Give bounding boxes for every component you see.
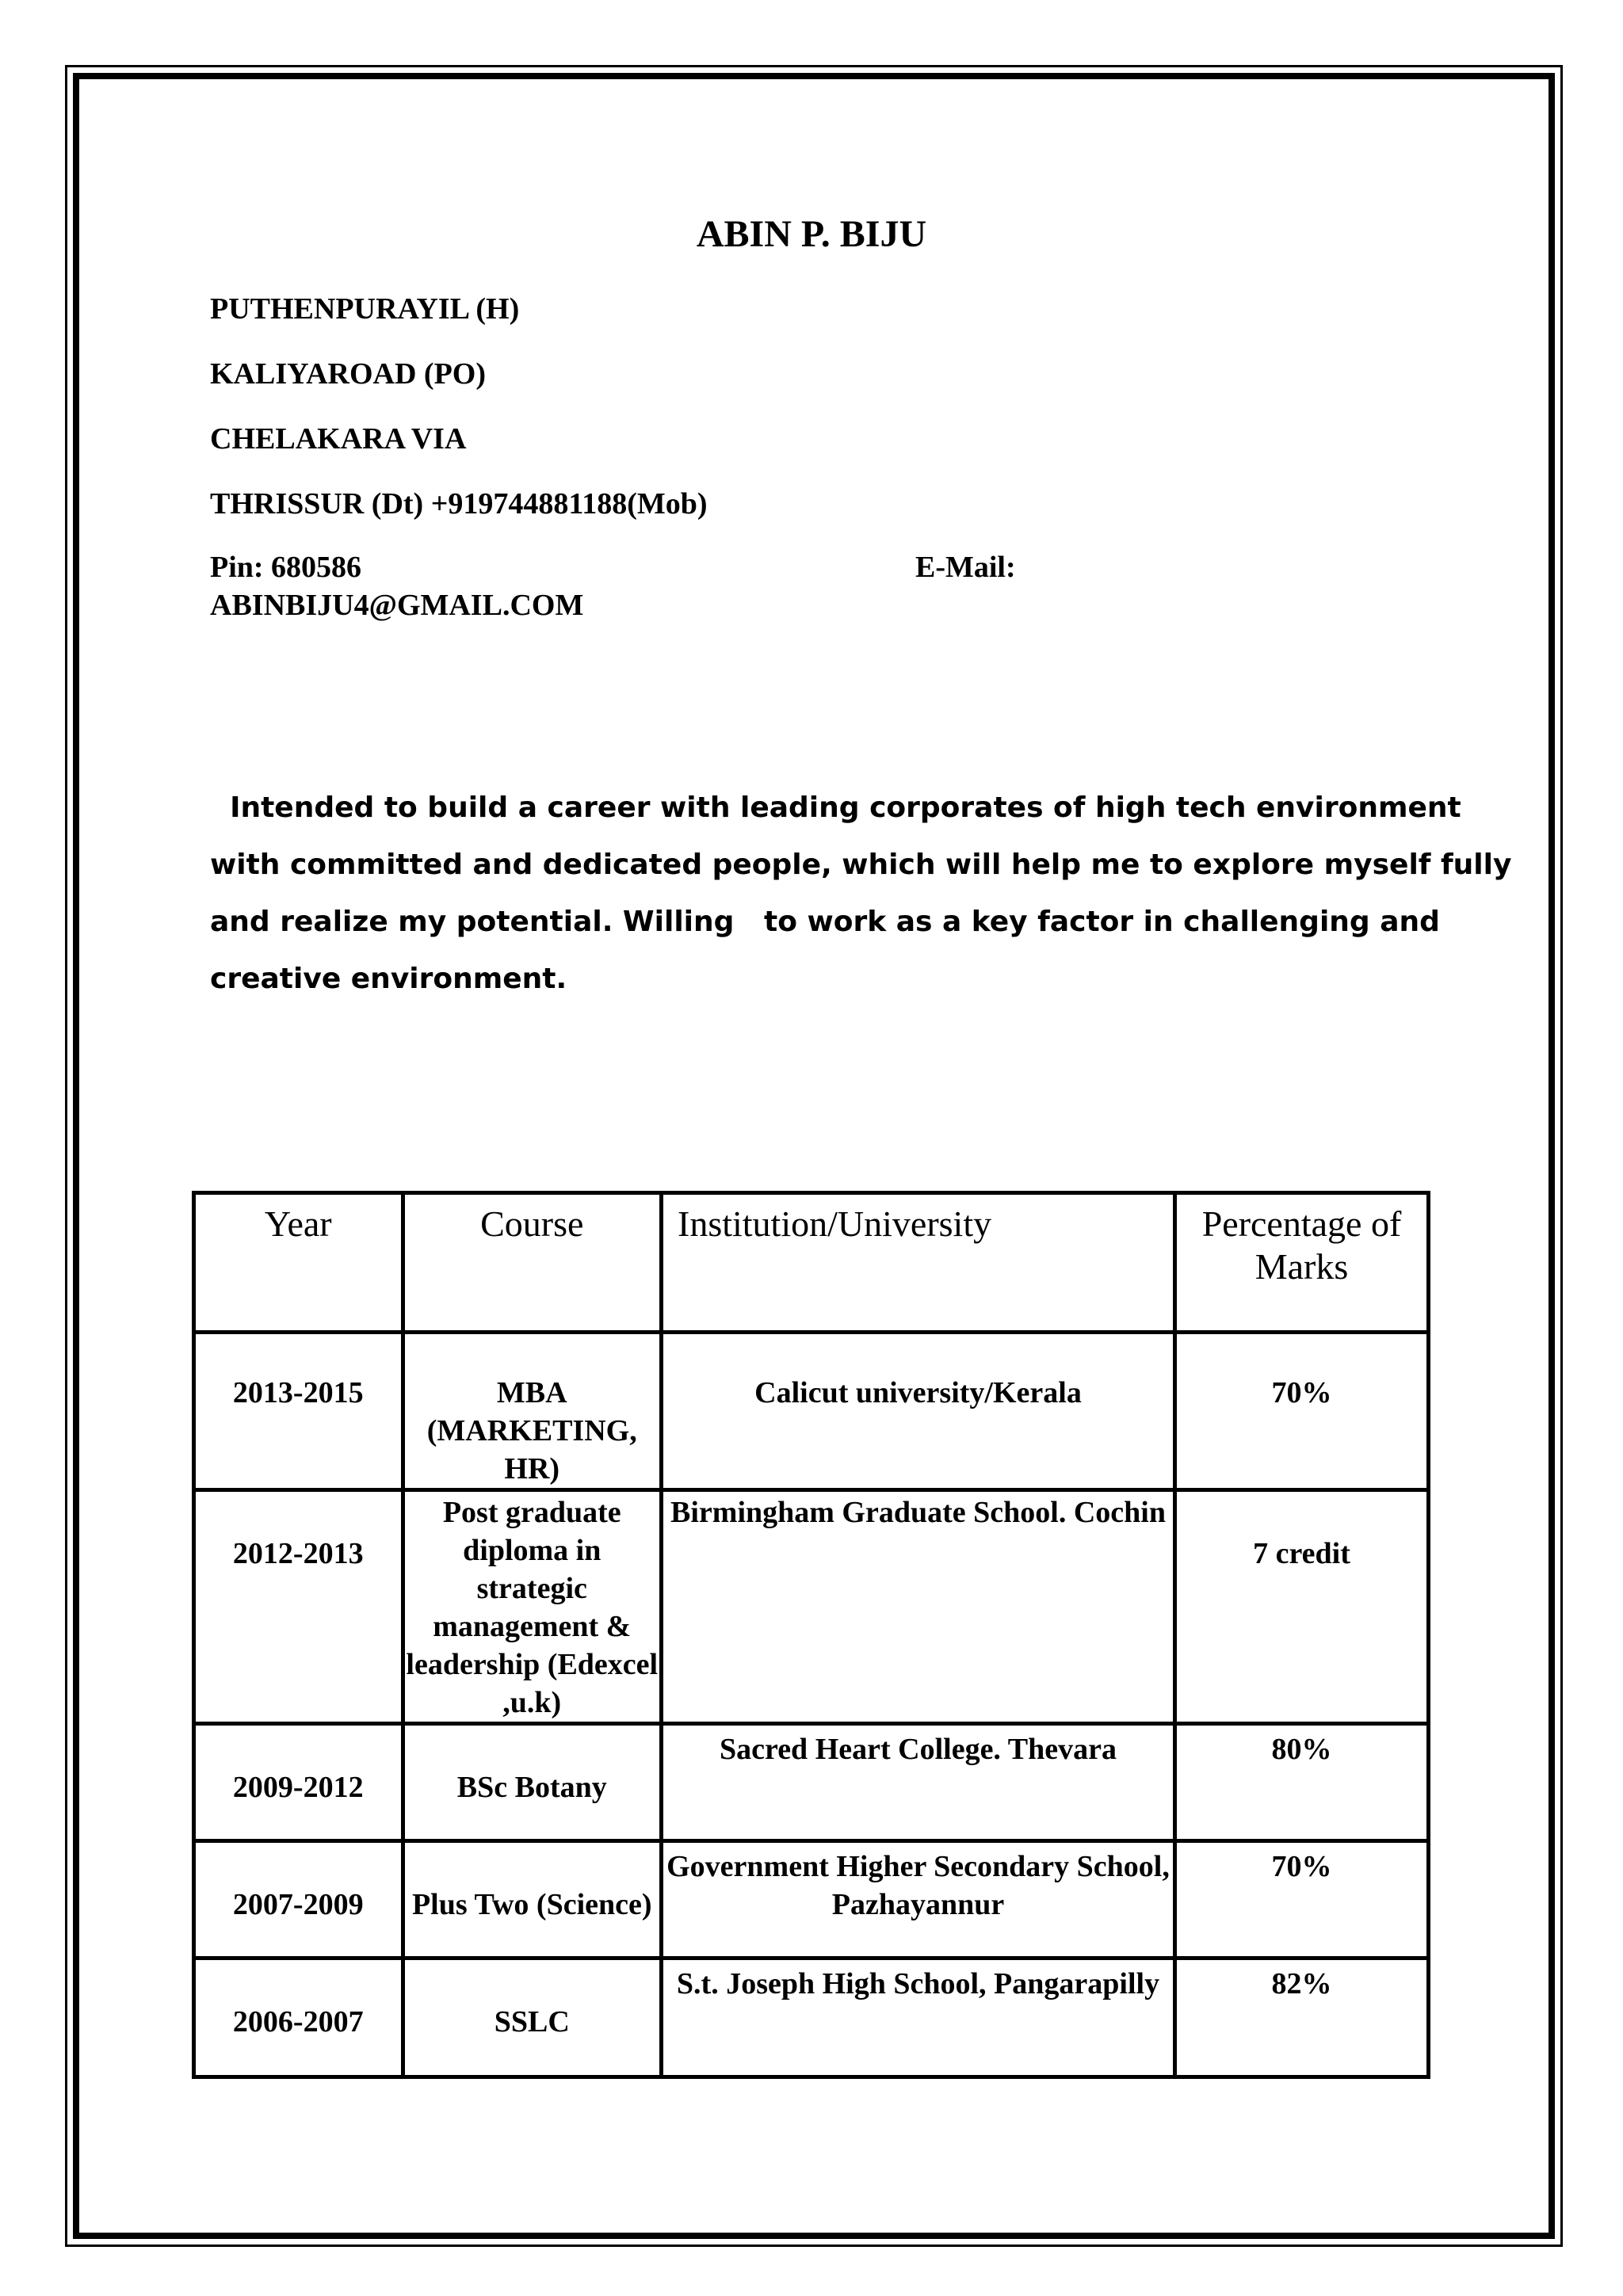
cell-course: BSc Botany	[403, 1724, 662, 1841]
cell-year: 2012-2013	[194, 1490, 403, 1724]
objective-line-2: with committed and dedicated people, which will help me to explore myself fully	[210, 849, 1512, 881]
address-line-3: CHELAKARA VIA	[210, 422, 467, 456]
email-label: E-Mail:	[915, 551, 1016, 584]
cell-year: 2013-2015	[194, 1333, 403, 1490]
resume-name: ABIN P. BIJU	[696, 213, 927, 255]
table-row	[194, 1724, 1429, 1841]
table-header-row	[194, 1193, 1429, 1333]
table-row	[194, 1958, 1429, 2077]
cell-marks: 80%	[1174, 1724, 1428, 1841]
pin-code: Pin: 680586	[210, 551, 362, 584]
objective-line-1: Intended to build a career with leading corporates of high tech environment	[210, 791, 1461, 824]
header-year: Year	[194, 1193, 403, 1333]
cell-institution: S.t. Joseph High School, Pangarapilly	[662, 1958, 1175, 2077]
cell-course: SSLC	[403, 1958, 662, 2077]
cell-course: MBA (MARKETING, HR)	[403, 1333, 662, 1490]
cell-marks: 82%	[1174, 1958, 1428, 2077]
header-institution: Institution/University	[662, 1193, 1175, 1333]
header-percentage: Percentage of Marks	[1174, 1193, 1428, 1333]
table-row	[194, 1333, 1429, 1490]
cell-year: 2009-2012	[194, 1724, 403, 1841]
address-line-4: THRISSUR (Dt) +919744881188(Mob)	[210, 487, 708, 521]
career-objective	[210, 780, 1512, 1008]
header-course: Course	[403, 1193, 662, 1333]
cell-marks: 7 credit	[1174, 1490, 1428, 1724]
cell-course: Post graduate diploma in strategic management & leadership (Edexcel ,u.k)	[403, 1490, 662, 1724]
cell-year: 2007-2009	[194, 1841, 403, 1958]
address-line-1: PUTHENPURAYIL (H)	[210, 292, 520, 326]
cell-institution: Birmingham Graduate School. Cochin	[662, 1490, 1175, 1724]
objective-line-3: and realize my potential. Willing to work as a key factor in challenging and	[210, 906, 1440, 938]
email-address: ABINBIJU4@GMAIL.COM	[210, 589, 584, 622]
education-table	[192, 1191, 1430, 2079]
cell-institution: Calicut university/Kerala	[662, 1333, 1175, 1490]
objective-line-4: creative environment.	[210, 963, 567, 995]
cell-institution: Sacred Heart College. Thevara	[662, 1724, 1175, 1841]
cell-institution: Government Higher Secondary School, Pazhayannur	[662, 1841, 1175, 1958]
table-row	[194, 1841, 1429, 1958]
cell-course: Plus Two (Science)	[403, 1841, 662, 1958]
cell-marks: 70%	[1174, 1841, 1428, 1958]
cell-year: 2006-2007	[194, 1958, 403, 2077]
address-line-2: KALIYAROAD (PO)	[210, 357, 486, 391]
table-row	[194, 1490, 1429, 1724]
cell-marks: 70%	[1174, 1333, 1428, 1490]
